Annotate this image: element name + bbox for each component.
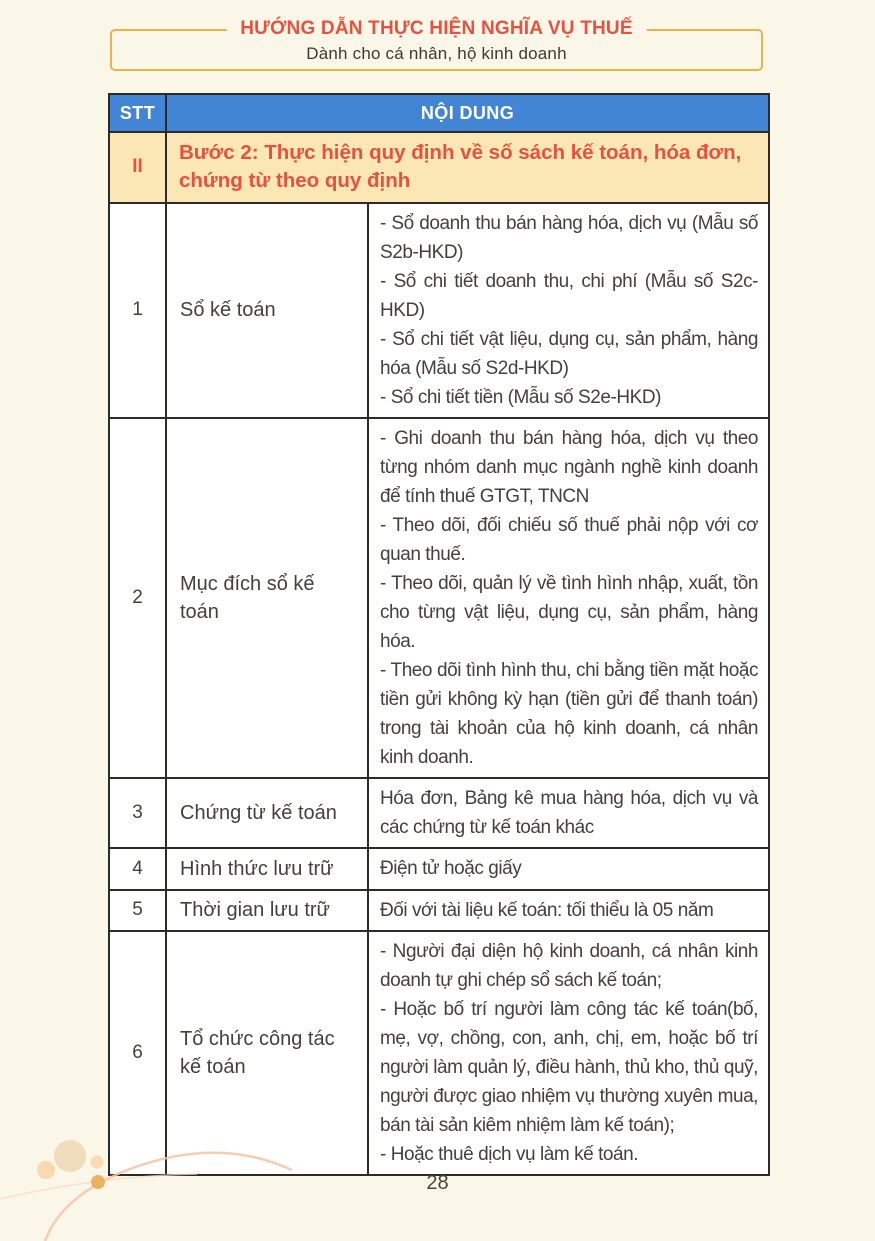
content-line: Đối với tài liệu kế toán: tối thiểu là 05 năm — [380, 899, 714, 921]
row-content — [368, 848, 769, 890]
decorative-circle — [91, 1156, 104, 1169]
column-header-stt: STT — [109, 94, 166, 132]
row-content — [368, 931, 769, 1175]
row-content — [368, 890, 769, 931]
row-content — [368, 778, 769, 848]
content-line: - Theo dõi, quản lý về tình hình nhập, xuất, tồn cho từng vật liệu, dụng cụ, sản phẩm, hàng hóa. — [380, 572, 759, 652]
row-number: 4 — [109, 848, 166, 890]
table-row — [109, 848, 769, 890]
content-line: Hóa đơn, Bảng kê mua hàng hóa, dịch vụ và các chứng từ kế toán khác — [380, 787, 759, 838]
table-row — [109, 778, 769, 848]
decorative-circle — [54, 1140, 86, 1172]
row-number: 6 — [109, 931, 166, 1175]
content-line: Điện tử hoặc giấy — [380, 858, 522, 880]
content-line: - Hoặc thuê dịch vụ làm kế toán. — [380, 1143, 639, 1165]
page-number: 28 — [426, 1172, 449, 1194]
table-row — [109, 890, 769, 931]
row-number: 1 — [109, 203, 166, 418]
content-table — [108, 93, 770, 1176]
row-label: Mục đích sổ kế toán — [166, 418, 368, 778]
table-header-row — [109, 94, 769, 132]
row-number: 5 — [109, 890, 166, 931]
content-line: - Hoặc bố trí người làm công tác kế toán(bố, mẹ, vợ, chồng, con, anh, chị, em, hoặc bố trí người làm quản lý, điều hành, thủ kho, thủ quỹ, người được giao nhiệm vụ thường xuyên mua, bán tài sản kiêm nhiệm làm kế toán); — [380, 998, 759, 1136]
row-content — [368, 418, 769, 778]
row-label: Chứng từ kế toán — [166, 778, 368, 848]
document-subtitle: Dành cho cá nhân, hộ kinh doanh — [306, 44, 567, 63]
table-row — [109, 418, 769, 778]
section-header-row — [109, 132, 769, 203]
header-banner-box — [110, 18, 763, 71]
content-line: - Sổ chi tiết tiền (Mẫu số S2e-HKD) — [380, 386, 661, 408]
content-line: - Theo dõi tình hình thu, chi bằng tiền mặt hoặc tiền gửi không kỳ hạn (tiền gửi để thanh toán) trong tài khoản của hộ kinh doanh, cá nhân kinh doanh. — [380, 659, 759, 768]
content-line: - Người đại diện hộ kinh doanh, cá nhân kinh doanh tự ghi chép sổ sách kế toán; — [380, 940, 759, 991]
content-line: - Sổ doanh thu bán hàng hóa, dịch vụ (Mẫu số S2b-HKD) — [380, 212, 759, 263]
row-content — [368, 203, 769, 418]
row-number: 2 — [109, 418, 166, 778]
table-row — [109, 931, 769, 1175]
content-line: - Sổ chi tiết doanh thu, chi phí (Mẫu số S2c-HKD) — [380, 270, 759, 321]
content-line: - Sổ chi tiết vật liệu, dụng cụ, sản phẩm, hàng hóa (Mẫu số S2d-HKD) — [380, 328, 759, 379]
row-label: Thời gian lưu trữ — [166, 890, 368, 931]
table-row — [109, 203, 769, 418]
content-line: - Theo dõi, đối chiếu số thuế phải nộp với cơ quan thuế. — [380, 514, 759, 565]
column-header-content: NỘI DUNG — [166, 94, 769, 132]
content-line: - Ghi doanh thu bán hàng hóa, dịch vụ theo từng nhóm danh mục ngành nghề kinh doanh để tính thuế GTGT, TNCN — [380, 427, 759, 507]
document-title: HƯỚNG DẪN THỰC HIỆN NGHĨA VỤ THUẾ — [226, 18, 646, 40]
section-title: Bước 2: Thực hiện quy định về số sách kế toán, hóa đơn, chứng từ theo quy định — [166, 132, 769, 203]
row-label: Tổ chức công tác kế toán — [166, 931, 368, 1175]
row-label: Sổ kế toán — [166, 203, 368, 418]
row-number: 3 — [109, 778, 166, 848]
section-number: II — [109, 132, 166, 203]
row-label: Hình thức lưu trữ — [166, 848, 368, 890]
